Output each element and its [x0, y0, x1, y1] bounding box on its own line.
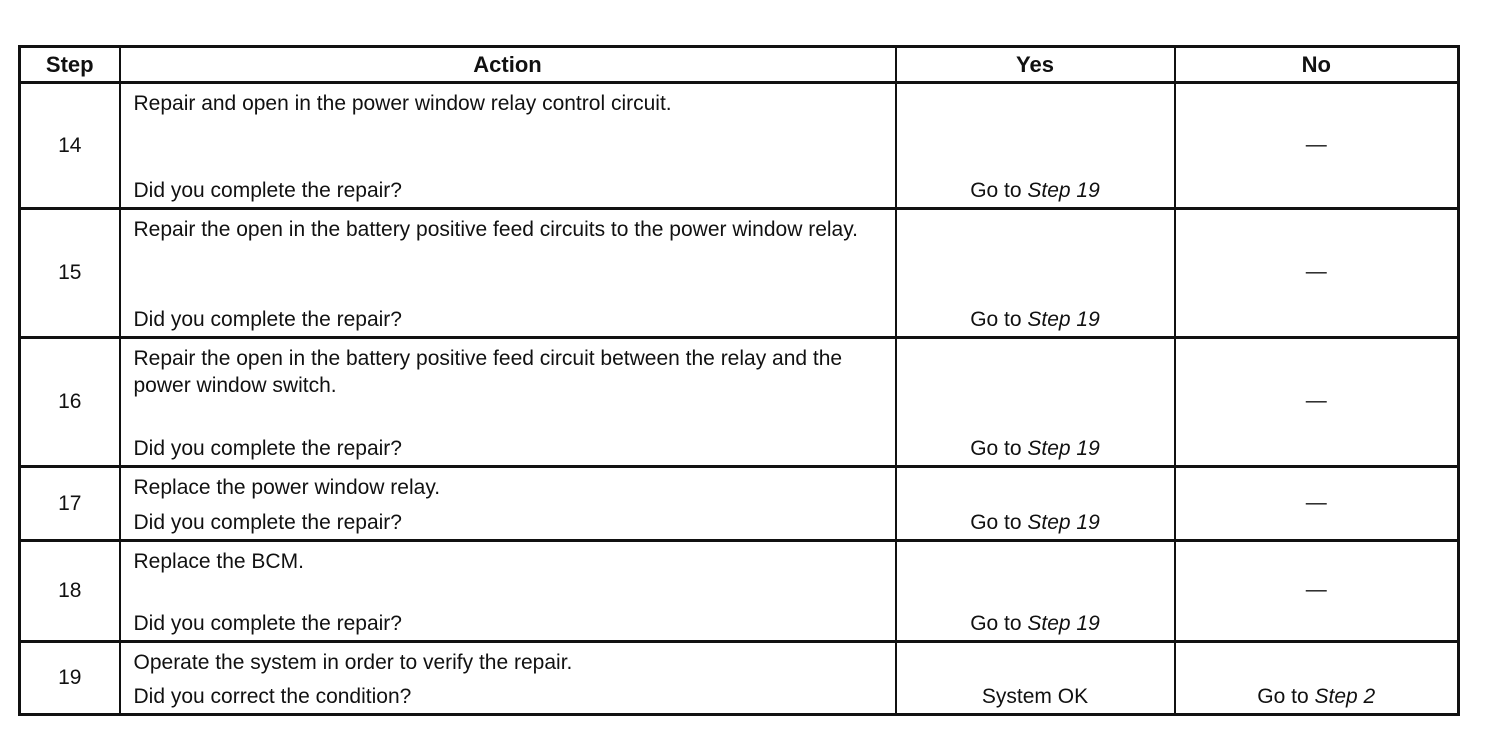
no-cell	[1175, 541, 1459, 642]
yes-step-reference: Step 19	[1027, 511, 1100, 534]
no-prefix: Go to	[1257, 685, 1315, 708]
step-number: 18	[20, 541, 120, 642]
action-text: Repair the open in the battery positive feed circuits to the power window relay.	[133, 218, 858, 241]
header-yes: Yes	[896, 47, 1175, 83]
step-number: 19	[20, 642, 120, 715]
yes-prefix: Go to	[970, 179, 1028, 202]
action-cell	[120, 338, 896, 467]
no-outcome-dash: —	[1305, 259, 1327, 283]
no-cell	[1175, 642, 1459, 715]
step-number: 17	[20, 467, 120, 541]
no-cell	[1175, 467, 1459, 541]
no-cell	[1175, 338, 1459, 467]
question-text: Did you complete the repair?	[133, 179, 402, 202]
question-text: Did you complete the repair?	[133, 437, 402, 460]
yes-outcome: System OK	[981, 685, 1089, 708]
yes-step-reference: Step 19	[1027, 308, 1100, 331]
yes-outcome	[897, 509, 1174, 536]
yes-cell	[896, 541, 1175, 642]
action-cell	[120, 83, 896, 209]
no-cell	[1175, 83, 1459, 209]
question-text: Did you complete the repair?	[133, 511, 402, 534]
yes-outcome	[897, 177, 1174, 204]
yes-prefix: Go to	[970, 511, 1028, 534]
action-text: Repair and open in the power window relay control circuit.	[133, 92, 672, 115]
yes-cell	[896, 338, 1175, 467]
no-outcome-dash: —	[1305, 132, 1327, 156]
no-outcome-dash: —	[1305, 490, 1327, 514]
yes-prefix: Go to	[970, 308, 1028, 331]
table-row	[20, 642, 1459, 715]
no-outcome	[1176, 683, 1458, 710]
step-number: 16	[20, 338, 120, 467]
yes-cell	[896, 467, 1175, 541]
action-text: Operate the system in order to verify the repair.	[133, 651, 573, 674]
yes-cell	[896, 83, 1175, 209]
yes-outcome	[897, 435, 1174, 462]
yes-outcome	[897, 306, 1174, 333]
table-row	[20, 541, 1459, 642]
yes-cell	[896, 642, 1175, 715]
no-step-reference: Step 2	[1314, 685, 1376, 708]
action-text: Replace the BCM.	[133, 550, 304, 573]
header-step: Step	[20, 47, 120, 83]
yes-step-reference: Step 19	[1027, 179, 1100, 202]
question-text: Did you complete the repair?	[133, 612, 402, 635]
question-text: Did you complete the repair?	[133, 308, 402, 331]
question-text: Did you correct the condition?	[133, 685, 412, 708]
header-no: No	[1175, 47, 1459, 83]
no-cell	[1175, 209, 1459, 338]
yes-outcome	[897, 610, 1174, 637]
table-row	[20, 467, 1459, 541]
no-outcome-dash: —	[1305, 577, 1327, 601]
yes-prefix: Go to	[970, 612, 1028, 635]
action-text: Replace the power window relay.	[133, 476, 441, 499]
diagnostic-table	[18, 45, 1460, 716]
table-row	[20, 209, 1459, 338]
header-row	[20, 47, 1459, 83]
no-outcome-dash: —	[1305, 388, 1327, 412]
yes-prefix: Go to	[970, 437, 1028, 460]
action-cell	[120, 209, 896, 338]
action-cell	[120, 642, 896, 715]
action-cell	[120, 541, 896, 642]
step-number: 15	[20, 209, 120, 338]
yes-cell	[896, 209, 1175, 338]
action-text: Repair the open in the battery positive feed circuit between the relay and the power window switch.	[133, 347, 843, 397]
yes-step-reference: Step 19	[1027, 437, 1100, 460]
table-row	[20, 338, 1459, 467]
header-action: Action	[120, 47, 896, 83]
yes-step-reference: Step 19	[1027, 612, 1100, 635]
table-row	[20, 83, 1459, 209]
action-cell	[120, 467, 896, 541]
step-number: 14	[20, 83, 120, 209]
